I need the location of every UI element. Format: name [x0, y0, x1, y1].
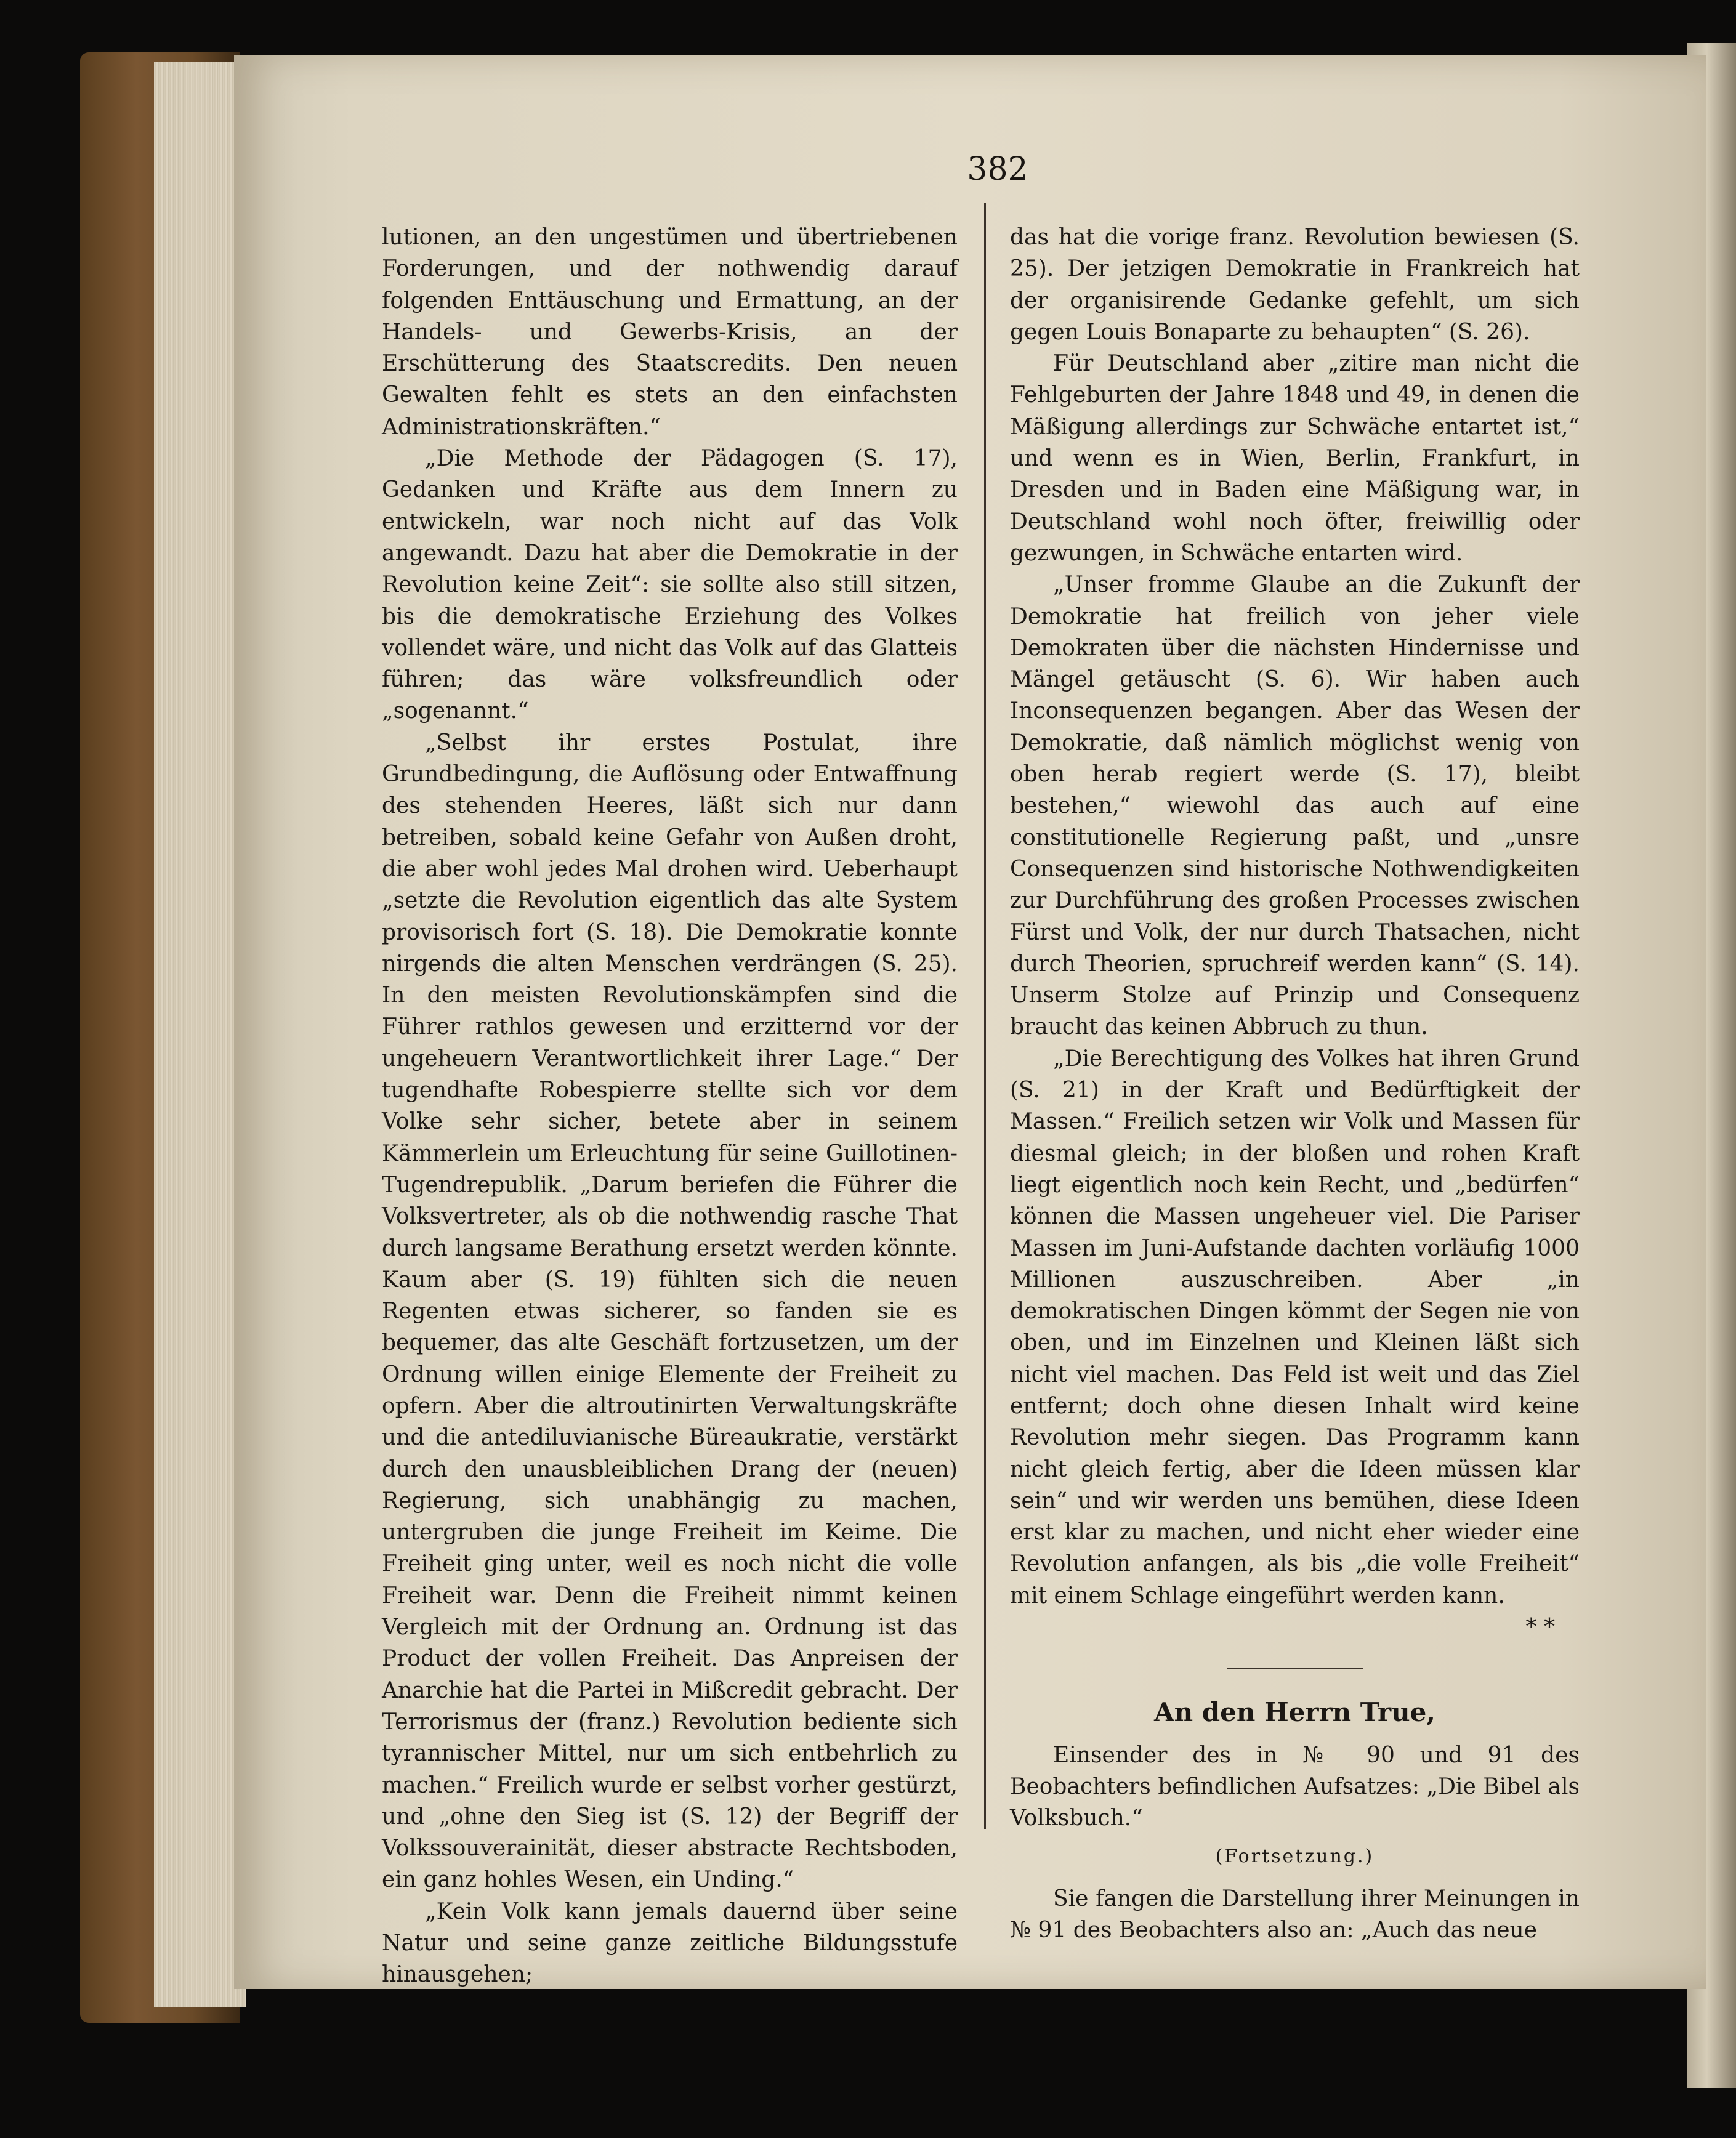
- paragraph: Für Deutschland aber „zitire man nicht die Fehlgeburten der Jahre 1848 und 49, in denen die Mäßigung allerdings zur Schwäche entartet ist,“ und wenn es in Wien, Berlin, Frankfurt, in Dresden und in Baden eine Mäßigung war, in Deutschland wohl noch öfter, freiwillig oder gezwungen, in Schwäche entarten wird.: [1010, 351, 1580, 566]
- article-subheading: Einsender des in № 90 und 91 des Beobachters befindlichen Aufsatzes: „Die Bibel als Volksbuch.“: [1010, 1742, 1580, 1831]
- paragraph: Sie fangen die Darstellung ihrer Meinungen in № 91 des Beobachters also an: „Auch das neue: [1010, 1886, 1580, 1943]
- section-divider: [1227, 1668, 1363, 1669]
- continuation-note: (Fortsetzung.): [1215, 1845, 1375, 1867]
- paragraph: „Unser fromme Glaube an die Zukunft der Demokratie hat freilich von jeher viele Demokraten über die nächsten Hindernisse und Mängel getäuscht (S. 6). Wir haben auch Inconsequenzen begangen. Aber das Wesen der Demokratie, daß nämlich möglichst wenig von oben herab regiert werde (S. 17), bleibt bestehen,“ wiewohl das auch auf eine constitutionelle Regierung paßt, und „unsre Consequenzen sind historische Nothwendigkeiten zur Durchführung des großen Processes zwischen Fürst und Volk, der nur durch Thatsachen, nicht durch Theorien, spruchreif werden kann“ (S. 14). Unserm Stolze auf Prinzip und Consequenz braucht das keinen Abbruch zu thun.: [1010, 572, 1580, 1040]
- article-heading: An den Herrn True,: [1153, 1697, 1436, 1728]
- paragraph: „Selbst ihr erstes Postulat, ihre Grundbedingung, die Auflösung oder Entwaffnung des stehenden Heeres, läßt sich nur dann betreiben, sobald keine Gefahr von Außen droht, die aber wohl jedes Mal drohen wird. Ueberhaupt „setzte die Revolution eigentlich das alte System provisorisch fort (S. 18). Die Demokratie konnte nirgends die alten Menschen verdrängen (S. 25). In den meisten Revolutionskämpfen sind die Führer rathlos gewesen und erzitternd vor der ungeheuern Verantwortlichkeit ihrer Lage.“ Der tugendhafte Robespierre stellte sich vor dem Volke sehr sicher, betete aber in seinem Kämmerlein um Erleuchtung für seine Guillotinen-Tugendrepublik. „Darum beriefen die Führer die Volksvertreter, als ob die nothwendig rasche That durch langsame Berathung ersetzt werden könnte. Kaum aber (S. 19) fühlten sich die neuen Regenten etwas sicherer, so fanden sie es bequemer, das alte Geschäft fortzusetzen, um der Ordnung willen einige Elemente der Freiheit zu opfern. Aber die altroutinirten Verwaltungskräfte und die antediluvianische Büreaukratie, verstärkt durch den unausbleiblichen Drang der (neuen) Regierung, sich unabhängig zu machen, untergruben die junge Freiheit im Keime. Die Freiheit ging unter, weil es noch nicht die volle Freiheit war. Denn die Freiheit nimmt keinen Vergleich mit der Ordnung an. Ordnung ist das Product der vollen Freiheit. Das Anpreisen der Anarchie hat die Partei in Mißcredit gebracht. Der Terrorismus der (franz.) Revolution bediente sich tyrannischer Mittel, nur um sich entbehrlich zu machen.“ Freilich wurde er selbst vorher gestürzt, und „ohne den Sieg ist (S. 12) der Begriff der Volkssouverainität, dieser abstracte Rechtsboden, ein ganz hohles Wesen, ein Unding.“: [382, 730, 958, 1893]
- signature: * *: [1525, 1615, 1555, 1640]
- paragraph: lutionen, an den ungestümen und übertriebenen Forderungen, und der nothwendig darauf folgenden Enttäuschung und Ermattung, an der Handels- und Gewerbs-Krisis, an der Erschütterung des Staatscredits. Den neuen Gewalten fehlt es stets an den einfachsten Administrationskräften.“: [382, 225, 958, 440]
- page-number: 382: [967, 151, 1028, 188]
- paragraph: „Die Berechtigung des Volkes hat ihren Grund (S. 21) in der Kraft und Bedürftigkeit der Massen.“ Freilich setzen wir Volk und Massen für diesmal gleich; in der bloßen und rohen Kraft liegt eigentlich noch kein Recht, und „bedürfen“ können die Massen ungeheuer viel. Die Pariser Massen im Juni-Aufstande dachten vorläufig 1000 Millionen auszuschreiben. Aber „in demokratischen Dingen kömmt der Segen nie von oben, und im Einzelnen und Kleinen läßt sich nicht viel machen. Das Feld ist weit und das Ziel entfernt; doch ohne diesen Inhalt wird keine Revolution mehr siegen. Das Programm kann nicht gleich fertig, aber die Ideen müssen klar sein“ und wir werden uns bemühen, diese Ideen erst klar zu machen, und nicht eher wieder eine Revolution anfangen, als bis „die volle Freiheit“ mit einem Schlage eingeführt werden kann.: [1010, 1046, 1580, 1608]
- left-column: [382, 222, 958, 1991]
- paragraph: „Kein Volk kann jemals dauernd über seine Natur und seine ganze zeitliche Bildungsstufe hinausgehen;: [382, 1898, 958, 1988]
- column-divider: [984, 203, 986, 1829]
- right-column: [1010, 222, 1580, 1946]
- paragraph: das hat die vorige franz. Revolution bewiesen (S. 25). Der jetzigen Demokratie in Frankreich hat der organisirende Gedanke gefehlt, um sich gegen Louis Bonaparte zu behaupten“ (S. 26).: [1010, 225, 1580, 345]
- paragraph: „Die Methode der Pädagogen (S. 17), Gedanken und Kräfte aus dem Innern zu entwickeln, war noch nicht auf das Volk angewandt. Dazu hat aber die Demokratie in der Revolution keine Zeit“: sie sollte also still sitzen, bis die demokratische Erziehung des Volkes vollendet wäre, und nicht das Volk auf das Glatteis führen; das wäre volksfreundlich oder „sogenannt.“: [382, 446, 958, 724]
- page-edges: [154, 62, 246, 2007]
